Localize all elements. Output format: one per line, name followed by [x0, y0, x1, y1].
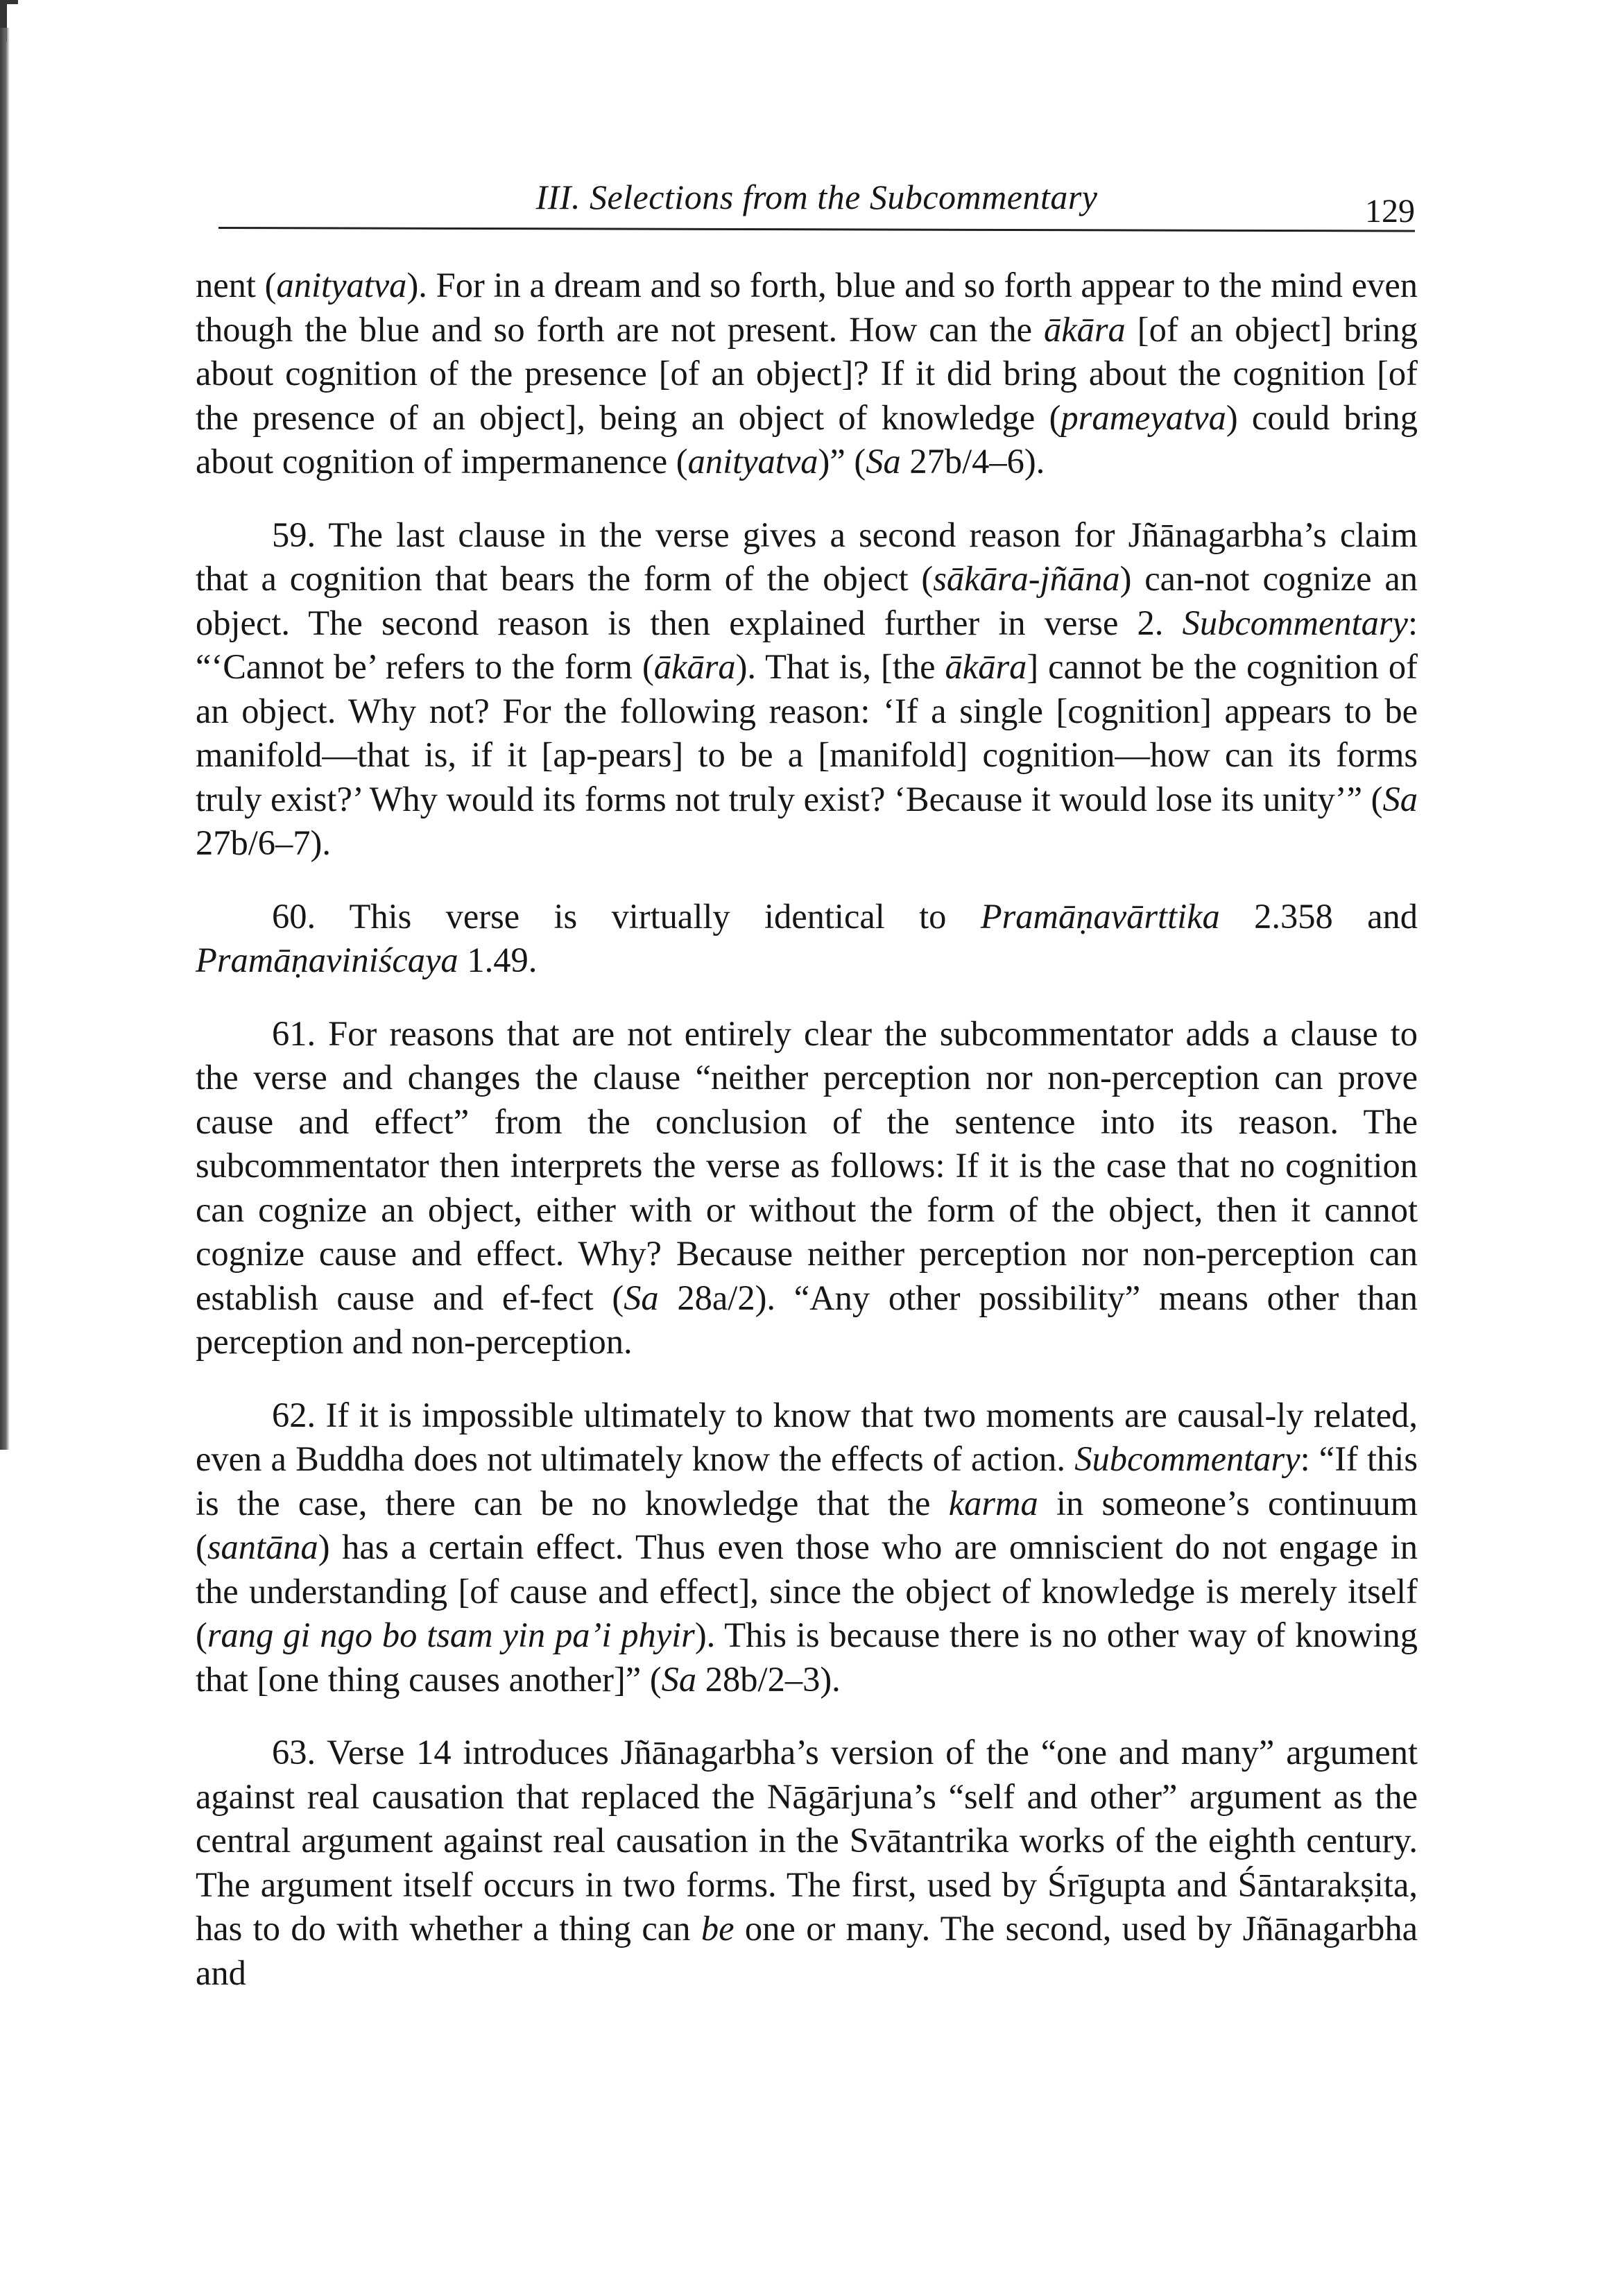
text-run: : “‘Cannot be’ refers to the form ( — [196, 603, 1418, 686]
text-run: ). That is, [the — [735, 647, 945, 686]
italic-term: prameyatva — [1060, 397, 1226, 437]
running-title: III. Selections from the Subcommentary — [535, 178, 1098, 216]
italic-term: Pramāṇavārttika — [980, 896, 1220, 936]
text-run: 28a/2). “Any other possibility” means other than perception and non-perception. — [196, 1278, 1418, 1361]
text-run: : “If this is the case, there can be no knowledge that the — [196, 1439, 1418, 1523]
body-text — [196, 264, 1418, 2024]
text-run: ] cannot be the cognition of an object. Why not? For the following reason: ‘If a single [cognition] appears to be manifold—that is, if it [ap-pears] to be a [manifold] cognition—how can its forms truly exist?’ Why would its forms not truly exist? ‘Because it would lose its unity’” ( — [196, 647, 1418, 819]
text-run: 2.358 and — [1219, 896, 1418, 936]
text-run: ) has a certain effect. Thus even those who are omniscient do not engage in the understanding [of cause and effect], since the object of knowledge is merely itself ( — [196, 1527, 1418, 1654]
italic-term: Pramāṇaviniścaya — [196, 941, 458, 979]
italic-term: santāna — [207, 1527, 318, 1566]
scan-edge-shadow — [0, 28, 10, 1450]
text-run: 27b/6–7). — [196, 823, 331, 862]
italic-term: Sa — [661, 1659, 697, 1699]
text-run: 62. If it is impossible ultimately to know that two moments are causal-ly related, even a Buddha does not ultimately know the effects of action. — [196, 1395, 1418, 1478]
italic-term: Subcommentary — [1074, 1439, 1300, 1478]
text-run: [of an object] bring about cognition of the presence [of an object]? If it did bring about the cognition [of the presence of an object], being an object of knowledge ( — [196, 309, 1418, 437]
text-run: in someone’s continuum ( — [196, 1483, 1418, 1566]
italic-term: anityatva — [687, 442, 818, 481]
paragraph-continuation — [196, 264, 1418, 484]
page-number: 129 — [1365, 193, 1415, 230]
note-62 — [196, 1394, 1418, 1702]
italic-term: sākāra-jñāna — [933, 559, 1120, 598]
italic-term: ākāra — [945, 647, 1027, 686]
italic-term: ākāra — [653, 647, 736, 686]
text-run: one or many. The second, used by Jñānagarbha and — [196, 1909, 1418, 1992]
text-run: 28b/2–3). — [696, 1659, 841, 1699]
header-rule — [218, 227, 1415, 232]
italic-term: ākāra — [1043, 309, 1126, 349]
note-59 — [196, 513, 1418, 866]
italic-term: anityatva — [276, 266, 407, 305]
note-61 — [196, 1012, 1418, 1364]
text-run: 1.49. — [458, 941, 538, 979]
text-run: )” ( — [818, 442, 866, 481]
running-head — [218, 177, 1415, 230]
text-run: 61. For reasons that are not entirely clear the subcommentator adds a clause to the verse and changes the clause “neither perception nor non-perception can prove cause and effect” from the conclusion of the sentence into its reason. The subcommentator then interprets the verse as follows: If it is the case that no cognition can cognize an object, either with or without the form of the object, then it cannot cognize cause and effect. Why? Because neither perception nor non-perception can establish cause and ef-fect ( — [196, 1013, 1418, 1317]
text-run: 59. The last clause in the verse gives a second reason for Jñānagarbha’s claim that a cognition that bears the form of the object ( — [196, 515, 1418, 598]
italic-term: Subcommentary — [1182, 603, 1408, 642]
note-60 — [196, 895, 1418, 983]
italic-term: Sa — [624, 1278, 659, 1317]
text-run: 27b/4–6). — [900, 442, 1045, 481]
text-run: ) could bring about cognition of impermanence ( — [196, 397, 1418, 481]
text-run: ). For in a dream and so forth, blue and so forth appear to the mind even though the blue and so forth are not present. How can the — [196, 266, 1418, 349]
text-run: 63. Verse 14 introduces Jñānagarbha’s version of the “one and many” argument against real causation that replaced the Nāgārjuna’s “self and other” argument as the central argument against real causation in the Svātantrika works of the eighth century. The argument itself occurs in two forms. The first, used by Śrīgupta and Śāntarakṣita, has to do with whether a thing can — [196, 1733, 1418, 1948]
text-run: ) can-not cognize an object. The second reason is then explained further in verse 2. — [196, 559, 1418, 642]
text-run: nent ( — [196, 266, 277, 305]
italic-term: Sa — [1382, 779, 1418, 819]
italic-term: karma — [948, 1483, 1038, 1523]
italic-term: Sa — [866, 442, 901, 481]
italic-term: rang gi ngo bo tsam yin pa’i phyir — [207, 1616, 695, 1654]
text-run: 60. This verse is virtually identical to — [272, 896, 981, 936]
note-63 — [196, 1731, 1418, 1995]
italic-term: be — [701, 1909, 735, 1948]
text-run: ). This is because there is no other way of knowing that [one thing causes another]” ( — [196, 1616, 1418, 1699]
